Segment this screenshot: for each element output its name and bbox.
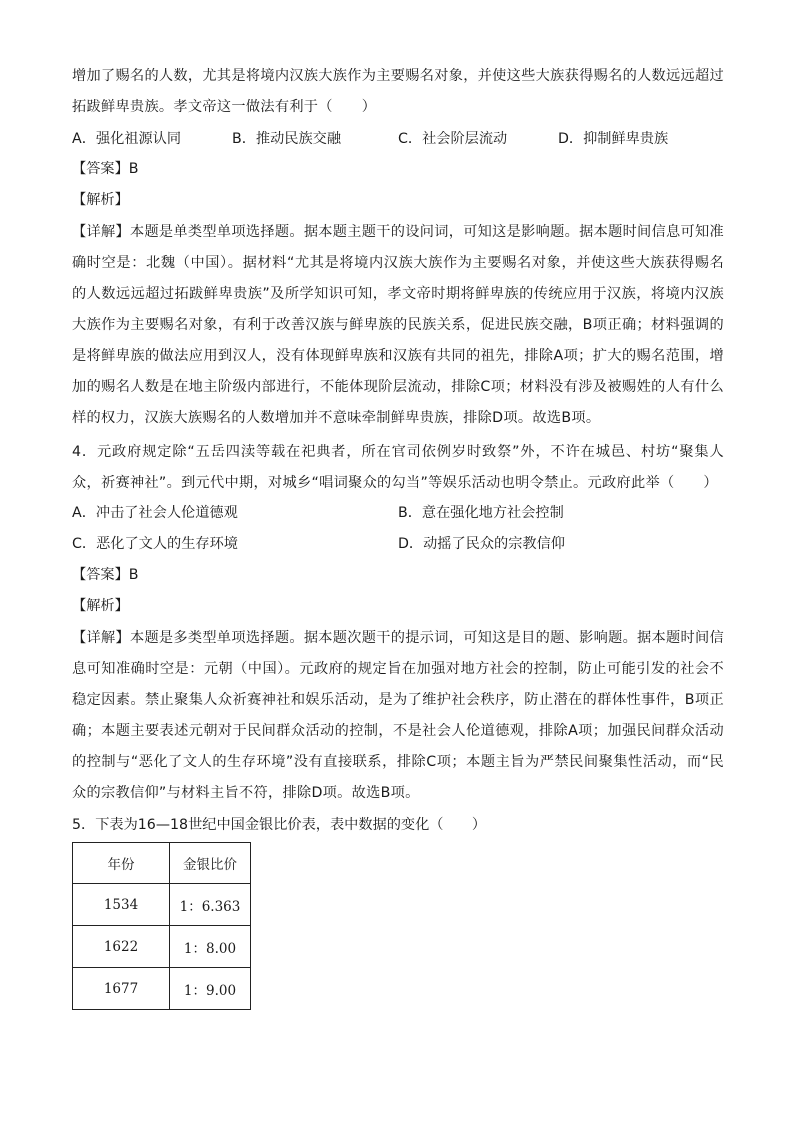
q4-analysis-label: 【解析】	[72, 598, 129, 614]
q3-option-d: D．抑制鲜卑贵族	[558, 131, 669, 147]
table-header-year: 年份	[73, 843, 170, 884]
q4-option-b: B．意在强化地方社会控制	[398, 505, 564, 521]
table-header-row	[73, 843, 251, 884]
q3-detail: 【详解】本题是单类型单项选择题。据本题主题干的设问词，可知这是影响题。据本题时间信息可知准确时空是：北魏（中国）。据材料“尤其是将境内汉族大族作为主要赐名对象，并使这些大族获得赐名的人数远远超过拓跋鲜卑贵族”及所学知识可知，孝文帝时期将鲜卑族的传统应用于汉族，将境内汉族大族作为主要赐名对象，有利于改善汉族与鲜卑族的民族关系，促进民族交融，B项正确；材料强调的是将鲜卑族的做法应用到汉人，没有体现鲜卑族和汉族有共同的祖先，排除A项；扩大的赐名范围，增加的赐名人数是在地主阶级内部进行，不能体现阶层流动，排除C项；材料没有涉及被赐姓的人有什么样的权力，汉族大族赐名的人数增加并不意味牵制鲜卑贵族，排除D项。故选B项。	[72, 224, 724, 426]
table-cell-year: 1677	[73, 968, 170, 1010]
table-row	[73, 884, 251, 926]
table-cell-ratio: 1：6.363	[170, 884, 251, 926]
q4-stem: 4．元政府规定除“五岳四渎等载在祀典者，所在官司依例岁时致祭”外，不许在城邑、村坊“聚集人众，祈赛神社”。到元代中期，对城乡“唱词聚众的勾当”等娱乐活动也明令禁止。元政府此举（ ）	[72, 444, 724, 491]
table-row	[73, 926, 251, 968]
q3-analysis-label: 【解析】	[72, 192, 129, 208]
q4-option-c: C．恶化了文人的生存环境	[72, 536, 238, 552]
q3-stem: 增加了赐名的人数，尤其是将境内汉族大族作为主要赐名对象，并使这些大族获得赐名的人数远远超过拓跋鲜卑贵族。孝文帝这一做法有利于（ ）	[72, 68, 724, 115]
q4-option-a: A．冲击了社会人伦道德观	[72, 505, 238, 521]
table-cell-year: 1622	[73, 926, 170, 968]
table-cell-ratio: 1：8.00	[170, 926, 251, 968]
q3-option-c: C．社会阶层流动	[398, 131, 508, 147]
table-row	[73, 968, 251, 1010]
q4-detail: 【详解】本题是多类型单项选择题。据本题次题干的提示词，可知这是目的题、影响题。据本题时间信息可知准确时空是：元朝（中国）。元政府的规定旨在加强对地方社会的控制，防止可能引发的社会不稳定因素。禁止聚集人众祈赛神社和娱乐活动，是为了维护社会秩序，防止潜在的群体性事件，B项正确；本题主要表述元朝对于民间群众活动的控制，不是社会人伦道德观，排除A项；加强民间群众活动的控制与“恶化了文人的生存环境”没有直接联系，排除C项；本题主旨为严禁民间聚集性活动，而“民众的宗教信仰”与材料主旨不符，排除D项。故选B项。	[72, 630, 724, 801]
table-cell-ratio: 1：9.00	[170, 968, 251, 1010]
table-cell-year: 1534	[73, 884, 170, 926]
q4-option-d: D．动摇了民众的宗教信仰	[398, 536, 565, 552]
table-header-ratio: 金银比价	[170, 843, 251, 884]
q5-stem: 5．下表为16—18世纪中国金银比价表，表中数据的变化（ ）	[72, 817, 487, 833]
q3-answer: 【答案】B	[72, 161, 139, 177]
q3-option-a: A．强化祖源认同	[72, 131, 182, 147]
q3-option-b: B．推动民族交融	[232, 131, 342, 147]
q4-answer: 【答案】B	[72, 567, 139, 583]
gold-silver-ratio-table	[72, 842, 251, 1010]
